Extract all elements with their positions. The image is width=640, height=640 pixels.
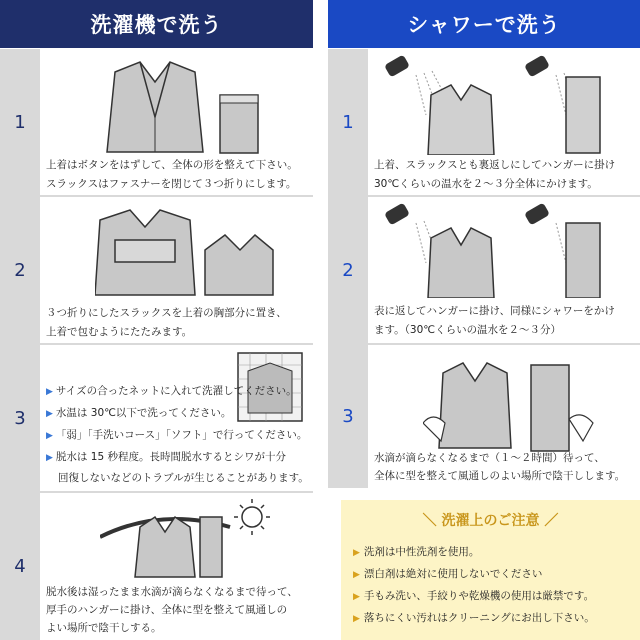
caption-line: スラックスはファスナーを閉じて３つ折りにします。 — [46, 178, 297, 190]
bullet-triangle-icon: ▶ — [46, 431, 53, 441]
left-column-header — [0, 0, 313, 48]
right-step-2 — [328, 197, 640, 343]
bullet-item: ▶ 「弱」「手洗いコース」「ソフト」で行ってください。 — [46, 429, 308, 441]
step-number: 2 — [328, 197, 368, 343]
shaping-garment-illustration — [423, 353, 603, 453]
right-column-header — [328, 0, 640, 48]
folded-jacket-illustration — [95, 205, 275, 300]
caption-line: 上着、スラックスとも裏返しにしてハンガーに掛け — [374, 159, 616, 171]
caption-line: 上着はボタンをはずして、全体の形を整えて下さい。 — [46, 159, 298, 171]
caution-item: ▶ 落ちにくい汚れはクリーニングにお出し下さい。 — [353, 612, 595, 624]
right-step-3 — [328, 345, 640, 488]
caption-line: 水滴が滴らなくなるまで（１～２時間）待って、 — [374, 452, 605, 464]
caption-line: 厚手のハンガーに掛け、全体に型を整えて風通しの — [46, 604, 288, 616]
caption-line: 回復しないなどのトラブルが生じることがあります。 — [58, 472, 309, 484]
bullet-triangle-icon: ▶ — [46, 409, 53, 419]
divider-bg — [0, 343, 313, 345]
step-number: 1 — [328, 49, 368, 195]
caption-line: ます。（30℃くらいの温水を２～３分） — [374, 324, 562, 336]
left-step-4 — [0, 493, 313, 640]
step-number: 4 — [0, 493, 40, 640]
bullet-triangle-icon: ▶ — [46, 387, 53, 397]
bullet-item: ▶ サイズの合ったネットに入れて洗濯してください。 — [46, 385, 297, 397]
left-step-1 — [0, 49, 313, 195]
step-number: 3 — [328, 345, 368, 488]
hanging-dry-illustration — [100, 497, 275, 579]
inside-out-shower-illustration — [376, 55, 631, 155]
bullet-triangle-icon: ▶ — [353, 570, 360, 580]
caption-line: ３つ折りにしたスラックスを上着の胸部分に置き、 — [46, 307, 287, 319]
divider-bg — [0, 491, 313, 493]
caption-line: 全体に型を整えて風通しのよい場所で陰干しします。 — [374, 470, 626, 482]
caption-line: 脱水後は湿ったまま水滴が滴らなくなるまで待って、 — [46, 586, 298, 598]
right-step-1 — [328, 49, 640, 195]
caution-item: ▶ 洗剤は中性洗剤を使用。 — [353, 546, 480, 558]
caption-line: 上着で包むようにたたみます。 — [46, 326, 193, 338]
right-title: シャワーで洗う — [407, 13, 561, 37]
left-step-2 — [0, 197, 313, 343]
divider-bg — [0, 195, 313, 197]
caution-item: ▶ 手もみ洗い、手絞りや乾燥機の使用は厳禁です。 — [353, 590, 595, 602]
left-step-3 — [0, 345, 313, 491]
caution-box — [341, 500, 640, 640]
step-number: 2 — [0, 197, 40, 343]
bullet-item: ▶ 水温は 30℃以下で洗ってください。 — [46, 407, 232, 419]
jacket-and-slacks-illustration — [95, 57, 265, 157]
bullet-triangle-icon: ▶ — [353, 592, 360, 602]
step-number: 3 — [0, 345, 40, 491]
caption-line: 30℃くらいの温水を２～３分全体にかけます。 — [374, 178, 598, 190]
left-title: 洗濯機で洗う — [90, 13, 223, 37]
bullet-item: ▶ 脱水は 15 秒程度。長時間脱水するとシワが十分 — [46, 451, 286, 463]
right-side-shower-illustration — [376, 203, 631, 298]
caption-line: 表に返してハンガーに掛け、同様にシャワーをかけ — [374, 305, 615, 317]
bullet-triangle-icon: ▶ — [46, 453, 53, 463]
caution-item: ▶ 漂白剤は絶対に使用しないでください — [353, 568, 543, 580]
caption-line: よい場所で陰干しする。 — [46, 622, 162, 634]
caution-title: ＼ 洗濯上のご注意 ／ — [422, 513, 559, 529]
bullet-triangle-icon: ▶ — [353, 548, 360, 558]
bullet-triangle-icon: ▶ — [353, 614, 360, 624]
step-number: 1 — [0, 49, 40, 195]
